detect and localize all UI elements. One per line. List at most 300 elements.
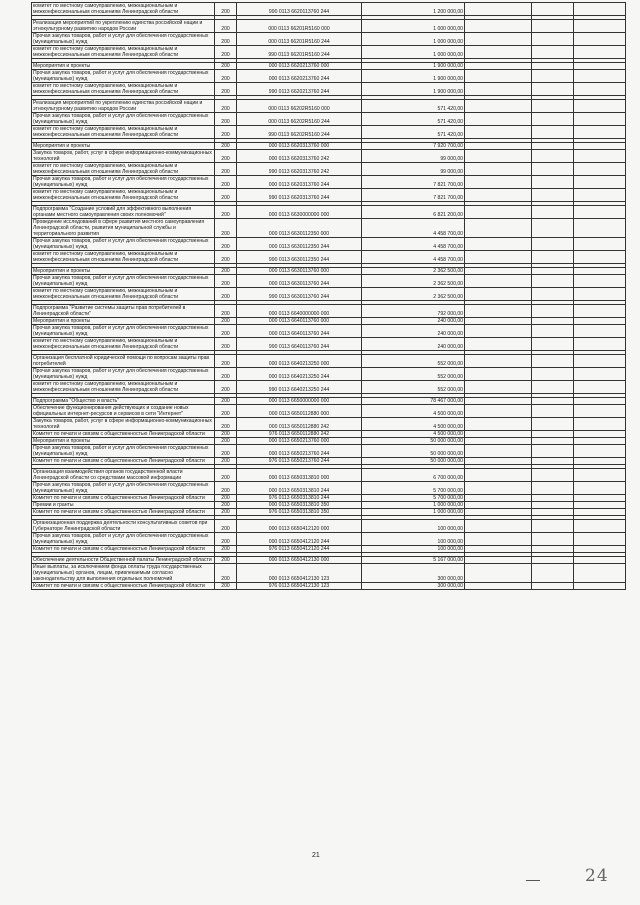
row-kbk: 000 0113 6630112350 244 bbox=[237, 238, 362, 251]
table-row bbox=[32, 143, 626, 150]
row-empty-cell bbox=[465, 288, 532, 301]
row-code: 200 bbox=[215, 288, 237, 301]
row-empty-cell bbox=[574, 557, 626, 564]
row-kbk: 990 0113 6630113760 244 bbox=[237, 288, 362, 301]
row-empty-cell bbox=[532, 355, 574, 368]
row-amount: 2 362 500,00 bbox=[362, 275, 465, 288]
row-kbk: 000 0113 6650112880 242 bbox=[237, 418, 362, 431]
row-name: Мероприятия и проекты bbox=[32, 438, 215, 445]
table-row bbox=[32, 418, 626, 431]
row-empty-cell bbox=[465, 557, 532, 564]
row-empty-cell bbox=[465, 458, 532, 465]
row-empty-cell bbox=[465, 546, 532, 553]
row-name: Прочая закупка товаров, работ и услуг для обеспечения государственных (муниципальных) нужд bbox=[32, 176, 215, 189]
row-amount: 4 500 000,00 bbox=[362, 431, 465, 438]
row-kbk: 000 0113 6640113760 000 bbox=[237, 318, 362, 325]
row-kbk: 000 0113 6650112880 000 bbox=[237, 405, 362, 418]
row-empty-cell bbox=[574, 355, 626, 368]
budget-table bbox=[31, 2, 626, 590]
table-row bbox=[32, 502, 626, 509]
row-empty-cell bbox=[532, 445, 574, 458]
row-empty-cell bbox=[532, 20, 574, 33]
row-code: 200 bbox=[215, 70, 237, 83]
row-empty-cell bbox=[574, 70, 626, 83]
row-code: 200 bbox=[215, 509, 237, 516]
row-code: 200 bbox=[215, 546, 237, 553]
row-code: 200 bbox=[215, 113, 237, 126]
row-kbk: 000 0113 6650213760 000 bbox=[237, 438, 362, 445]
row-code: 200 bbox=[215, 368, 237, 381]
row-amount: 100 000,00 bbox=[362, 533, 465, 546]
row-name: Прочая закупка товаров, работ и услуг для обеспечения государственных (муниципальных) нужд bbox=[32, 33, 215, 46]
row-name: Мероприятия и проекты bbox=[32, 63, 215, 70]
row-amount: 6 700 000,00 bbox=[362, 469, 465, 482]
row-kbk: 000 0113 66202R5160 244 bbox=[237, 113, 362, 126]
table-row bbox=[32, 251, 626, 264]
row-kbk: 000 0113 6630112350 000 bbox=[237, 219, 362, 238]
table-row bbox=[32, 520, 626, 533]
row-name: Прочая закупка товаров, работ и услуг для обеспечения государственных (муниципальных) нужд bbox=[32, 325, 215, 338]
row-name: Прочая закупка товаров, работ и услуг для обеспечения государственных (муниципальных) нужд bbox=[32, 445, 215, 458]
row-code: 200 bbox=[215, 438, 237, 445]
table-row bbox=[32, 113, 626, 126]
row-empty-cell bbox=[465, 251, 532, 264]
row-empty-cell bbox=[532, 113, 574, 126]
row-kbk: 990 0113 6620313760 244 bbox=[237, 189, 362, 202]
row-amount: 7 821 700,00 bbox=[362, 176, 465, 189]
row-empty-cell bbox=[465, 238, 532, 251]
row-empty-cell bbox=[532, 368, 574, 381]
table-row bbox=[32, 163, 626, 176]
row-empty-cell bbox=[465, 305, 532, 318]
row-empty-cell bbox=[465, 495, 532, 502]
table-row bbox=[32, 445, 626, 458]
row-empty-cell bbox=[574, 325, 626, 338]
page-number: 21 bbox=[312, 852, 320, 859]
row-code: 200 bbox=[215, 583, 237, 590]
row-empty-cell bbox=[532, 70, 574, 83]
row-kbk: 976 0113 6650313810 350 bbox=[237, 509, 362, 516]
row-empty-cell bbox=[532, 63, 574, 70]
row-empty-cell bbox=[465, 325, 532, 338]
row-empty-cell bbox=[532, 126, 574, 139]
row-amount: 100 000,00 bbox=[362, 546, 465, 553]
row-empty-cell bbox=[465, 150, 532, 163]
row-kbk: 990 0113 6630112350 244 bbox=[237, 251, 362, 264]
table-row bbox=[32, 20, 626, 33]
row-empty-cell bbox=[465, 520, 532, 533]
row-empty-cell bbox=[465, 405, 532, 418]
row-name: комитет по местному самоуправлению, межнациональным и межконфессиональным отношениям Ленинградской области bbox=[32, 288, 215, 301]
row-code: 200 bbox=[215, 63, 237, 70]
row-empty-cell bbox=[574, 533, 626, 546]
row-empty-cell bbox=[465, 63, 532, 70]
row-kbk: 000 0113 6650412120 000 bbox=[237, 520, 362, 533]
row-empty-cell bbox=[574, 20, 626, 33]
row-code: 200 bbox=[215, 100, 237, 113]
row-empty-cell bbox=[574, 33, 626, 46]
row-amount: 1 900 000,00 bbox=[362, 70, 465, 83]
row-name: Комитет по печати и связям с общественностью Ленинградской области bbox=[32, 431, 215, 438]
table-row bbox=[32, 176, 626, 189]
row-empty-cell bbox=[465, 219, 532, 238]
row-kbk: 000 0113 6650412130 123 bbox=[237, 564, 362, 583]
row-empty-cell bbox=[532, 3, 574, 16]
row-kbk: 000 0113 66201R5160 244 bbox=[237, 33, 362, 46]
row-kbk: 990 0113 6640213250 244 bbox=[237, 381, 362, 394]
row-empty-cell bbox=[532, 438, 574, 445]
row-empty-cell bbox=[532, 46, 574, 59]
table-row bbox=[32, 206, 626, 219]
table-row bbox=[32, 368, 626, 381]
row-name: Подпрограмма "Создание условий для эффективного выполнения органами местного самоуправления своих полномочий" bbox=[32, 206, 215, 219]
row-name: Закупка товаров, работ, услуг в сфере информационно-коммуникационных технологий bbox=[32, 418, 215, 431]
row-code: 200 bbox=[215, 418, 237, 431]
table-row bbox=[32, 482, 626, 495]
table-row bbox=[32, 338, 626, 351]
row-code: 200 bbox=[215, 268, 237, 275]
row-empty-cell bbox=[532, 176, 574, 189]
row-code: 200 bbox=[215, 458, 237, 465]
row-empty-cell bbox=[574, 546, 626, 553]
row-amount: 1 000 000,00 bbox=[362, 502, 465, 509]
row-empty-cell bbox=[465, 533, 532, 546]
row-name: Прочая закупка товаров, работ и услуг для обеспечения государственных (муниципальных) нужд bbox=[32, 275, 215, 288]
row-empty-cell bbox=[532, 583, 574, 590]
row-kbk: 000 0113 6650313810 000 bbox=[237, 469, 362, 482]
row-empty-cell bbox=[532, 418, 574, 431]
row-name: комитет по местному самоуправлению, межнациональным и межконфессиональным отношениям Ленинградской области bbox=[32, 251, 215, 264]
row-empty-cell bbox=[574, 368, 626, 381]
row-name: Закупка товаров, работ, услуг в сфере информационно-коммуникационных технологий bbox=[32, 150, 215, 163]
row-empty-cell bbox=[574, 381, 626, 394]
row-amount: 240 000,00 bbox=[362, 338, 465, 351]
table-row bbox=[32, 495, 626, 502]
row-kbk: 976 0113 6650412120 244 bbox=[237, 546, 362, 553]
row-empty-cell bbox=[532, 143, 574, 150]
row-empty-cell bbox=[574, 458, 626, 465]
row-empty-cell bbox=[465, 469, 532, 482]
row-kbk: 000 0113 66202R5160 000 bbox=[237, 100, 362, 113]
table-row bbox=[32, 557, 626, 564]
row-amount: 5 167 000,00 bbox=[362, 557, 465, 564]
row-amount: 100 000,00 bbox=[362, 520, 465, 533]
row-amount: 7 821 700,00 bbox=[362, 189, 465, 202]
row-name: Реализация мероприятий по укреплению единства российской нации и этнокультурному развитию народов России bbox=[32, 100, 215, 113]
row-empty-cell bbox=[465, 113, 532, 126]
row-empty-cell bbox=[574, 431, 626, 438]
table-row bbox=[32, 126, 626, 139]
row-empty-cell bbox=[465, 583, 532, 590]
row-name: комитет по местному самоуправлению, межнациональным и межконфессиональным отношениям Ленинградской области bbox=[32, 163, 215, 176]
row-kbk: 976 0113 6650112880 242 bbox=[237, 431, 362, 438]
row-name: Мероприятия и проекты bbox=[32, 143, 215, 150]
row-name: комитет по местному самоуправлению, межнациональным и межконфессиональным отношениям Ленинградской области bbox=[32, 126, 215, 139]
row-name: Комитет по печати и связям с общественностью Ленинградской области bbox=[32, 495, 215, 502]
row-code: 200 bbox=[215, 325, 237, 338]
row-empty-cell bbox=[574, 3, 626, 16]
row-amount: 1 000 000,00 bbox=[362, 33, 465, 46]
row-code: 200 bbox=[215, 533, 237, 546]
row-kbk: 000 0113 6640213250 244 bbox=[237, 368, 362, 381]
row-kbk: 990 0113 6620313760 242 bbox=[237, 163, 362, 176]
table-row bbox=[32, 275, 626, 288]
row-empty-cell bbox=[532, 557, 574, 564]
row-empty-cell bbox=[532, 458, 574, 465]
row-empty-cell bbox=[465, 368, 532, 381]
table-row bbox=[32, 431, 626, 438]
row-kbk: 990 0113 6620213760 244 bbox=[237, 83, 362, 96]
row-empty-cell bbox=[574, 206, 626, 219]
row-code: 200 bbox=[215, 502, 237, 509]
row-code: 200 bbox=[215, 338, 237, 351]
row-empty-cell bbox=[574, 150, 626, 163]
row-amount: 6 821 200,00 bbox=[362, 206, 465, 219]
row-name: Организация бесплатной юридической помощи по вопросам защиты прав потребителей bbox=[32, 355, 215, 368]
row-empty-cell bbox=[574, 126, 626, 139]
row-empty-cell bbox=[574, 113, 626, 126]
row-empty-cell bbox=[574, 275, 626, 288]
row-amount: 792 000,00 bbox=[362, 305, 465, 318]
row-amount: 4 500 000,00 bbox=[362, 405, 465, 418]
table-row bbox=[32, 268, 626, 275]
row-name: Проведение исследований в сфере развития местного самоуправления Ленинградской области, развития муниципальной службы и территориального развития bbox=[32, 219, 215, 238]
row-empty-cell bbox=[532, 338, 574, 351]
row-empty-cell bbox=[574, 143, 626, 150]
table-row bbox=[32, 238, 626, 251]
row-code: 200 bbox=[215, 163, 237, 176]
row-amount: 552 000,00 bbox=[362, 368, 465, 381]
row-kbk: 000 0113 6630113760 244 bbox=[237, 275, 362, 288]
row-name: Прочая закупка товаров, работ и услуг для обеспечения государственных (муниципальных) нужд bbox=[32, 70, 215, 83]
handwritten-sheet-number: 24 bbox=[585, 866, 609, 886]
row-amount: 99 000,00 bbox=[362, 150, 465, 163]
row-kbk: 000 0113 6630000000 000 bbox=[237, 206, 362, 219]
row-empty-cell bbox=[532, 275, 574, 288]
table-row bbox=[32, 381, 626, 394]
row-empty-cell bbox=[532, 83, 574, 96]
row-empty-cell bbox=[574, 583, 626, 590]
row-code: 200 bbox=[215, 3, 237, 16]
row-code: 200 bbox=[215, 520, 237, 533]
row-kbk: 000 0113 6650213760 244 bbox=[237, 445, 362, 458]
row-empty-cell bbox=[465, 163, 532, 176]
row-empty-cell bbox=[574, 100, 626, 113]
row-empty-cell bbox=[574, 251, 626, 264]
row-kbk: 000 0113 6620313760 000 bbox=[237, 143, 362, 150]
row-empty-cell bbox=[574, 318, 626, 325]
row-empty-cell bbox=[465, 3, 532, 16]
row-empty-cell bbox=[532, 405, 574, 418]
row-amount: 300 000,00 bbox=[362, 564, 465, 583]
row-code: 200 bbox=[215, 469, 237, 482]
row-empty-cell bbox=[574, 398, 626, 405]
row-empty-cell bbox=[532, 431, 574, 438]
row-code: 200 bbox=[215, 143, 237, 150]
row-kbk: 000 0113 66201R5160 000 bbox=[237, 20, 362, 33]
row-empty-cell bbox=[574, 445, 626, 458]
row-amount: 99 000,00 bbox=[362, 163, 465, 176]
budget-table-body bbox=[32, 3, 626, 590]
row-empty-cell bbox=[574, 268, 626, 275]
row-name: Премии и гранты bbox=[32, 502, 215, 509]
row-amount: 4 458 700,00 bbox=[362, 251, 465, 264]
row-empty-cell bbox=[532, 251, 574, 264]
row-empty-cell bbox=[465, 20, 532, 33]
row-amount: 4 500 000,00 bbox=[362, 418, 465, 431]
row-amount: 50 000 000,00 bbox=[362, 458, 465, 465]
table-row bbox=[32, 318, 626, 325]
row-empty-cell bbox=[532, 564, 574, 583]
row-empty-cell bbox=[532, 469, 574, 482]
row-kbk: 000 0113 6620313760 244 bbox=[237, 176, 362, 189]
row-empty-cell bbox=[465, 445, 532, 458]
row-name: Организация взаимодействия органов государственной власти Ленинградской области со средствами массовой информации bbox=[32, 469, 215, 482]
row-empty-cell bbox=[465, 482, 532, 495]
row-name: комитет по местному самоуправлению, межнациональным и межконфессиональным отношениям Ленинградской области bbox=[32, 189, 215, 202]
table-row bbox=[32, 533, 626, 546]
table-row bbox=[32, 70, 626, 83]
row-name: Прочая закупка товаров, работ и услуг для обеспечения государственных (муниципальных) нужд bbox=[32, 113, 215, 126]
row-empty-cell bbox=[574, 438, 626, 445]
row-empty-cell bbox=[574, 482, 626, 495]
row-name: Организационная поддержка деятельности консультативных советов при Губернаторе Ленинградской области bbox=[32, 520, 215, 533]
row-kbk: 976 0113 6650213760 244 bbox=[237, 458, 362, 465]
row-empty-cell bbox=[465, 100, 532, 113]
row-name: Комитет по печати и связям с общественностью Ленинградской области bbox=[32, 546, 215, 553]
row-amount: 1 000 000,00 bbox=[362, 46, 465, 59]
row-kbk: 000 0113 6650313810 244 bbox=[237, 482, 362, 495]
row-name: Комитет по печати и связям с общественностью Ленинградской области bbox=[32, 583, 215, 590]
row-amount: 7 920 700,00 bbox=[362, 143, 465, 150]
row-empty-cell bbox=[532, 150, 574, 163]
row-amount: 571 420,00 bbox=[362, 100, 465, 113]
row-empty-cell bbox=[465, 33, 532, 46]
row-empty-cell bbox=[465, 143, 532, 150]
row-amount: 1 900 000,00 bbox=[362, 83, 465, 96]
table-row bbox=[32, 405, 626, 418]
row-amount: 552 000,00 bbox=[362, 355, 465, 368]
row-code: 200 bbox=[215, 251, 237, 264]
row-code: 200 bbox=[215, 305, 237, 318]
row-code: 200 bbox=[215, 318, 237, 325]
row-name: комитет по местному самоуправлению, межнациональным и межконфессиональным отношениям Ленинградской области bbox=[32, 83, 215, 96]
row-empty-cell bbox=[574, 469, 626, 482]
row-empty-cell bbox=[532, 509, 574, 516]
table-row bbox=[32, 33, 626, 46]
row-empty-cell bbox=[465, 502, 532, 509]
row-empty-cell bbox=[465, 83, 532, 96]
table-row bbox=[32, 83, 626, 96]
row-empty-cell bbox=[532, 546, 574, 553]
row-name: Прочая закупка товаров, работ и услуг для обеспечения государственных (муниципальных) нужд bbox=[32, 368, 215, 381]
table-row bbox=[32, 219, 626, 238]
row-code: 200 bbox=[215, 275, 237, 288]
row-name: Прочая закупка товаров, работ и услуг для обеспечения государственных (муниципальных) нужд bbox=[32, 238, 215, 251]
row-amount: 571 420,00 bbox=[362, 113, 465, 126]
table-row bbox=[32, 398, 626, 405]
row-amount: 240 000,00 bbox=[362, 318, 465, 325]
row-code: 200 bbox=[215, 355, 237, 368]
row-kbk: 990 0113 66202R5160 244 bbox=[237, 126, 362, 139]
row-empty-cell bbox=[532, 502, 574, 509]
row-kbk: 000 0113 6650412130 000 bbox=[237, 557, 362, 564]
row-kbk: 000 0113 6620213760 000 bbox=[237, 63, 362, 70]
row-empty-cell bbox=[465, 70, 532, 83]
row-code: 200 bbox=[215, 495, 237, 502]
row-empty-cell bbox=[574, 189, 626, 202]
row-code: 200 bbox=[215, 405, 237, 418]
row-empty-cell bbox=[532, 533, 574, 546]
row-empty-cell bbox=[574, 46, 626, 59]
row-amount: 50 000 000,00 bbox=[362, 438, 465, 445]
row-empty-cell bbox=[465, 438, 532, 445]
row-kbk: 000 0113 6640213250 000 bbox=[237, 355, 362, 368]
row-empty-cell bbox=[574, 305, 626, 318]
row-amount: 50 000 000,00 bbox=[362, 445, 465, 458]
row-empty-cell bbox=[574, 338, 626, 351]
row-empty-cell bbox=[574, 288, 626, 301]
row-name: Обеспечение деятельности Общественной палаты Ленинградской области bbox=[32, 557, 215, 564]
row-amount: 78 467 000,00 bbox=[362, 398, 465, 405]
row-name: Подпрограмма "Развитие системы защиты прав потребителей в Ленинградской области" bbox=[32, 305, 215, 318]
row-amount: 571 420,00 bbox=[362, 126, 465, 139]
row-empty-cell bbox=[574, 163, 626, 176]
row-empty-cell bbox=[465, 318, 532, 325]
table-row bbox=[32, 288, 626, 301]
table-row bbox=[32, 458, 626, 465]
row-name: Комитет по печати и связям с общественностью Ленинградской области bbox=[32, 458, 215, 465]
row-empty-cell bbox=[574, 176, 626, 189]
row-code: 200 bbox=[215, 398, 237, 405]
row-amount: 2 362 500,00 bbox=[362, 268, 465, 275]
row-code: 200 bbox=[215, 206, 237, 219]
row-code: 200 bbox=[215, 33, 237, 46]
row-empty-cell bbox=[465, 398, 532, 405]
row-name: Реализация мероприятий по укреплению единства российской нации и этнокультурному развитию народов России bbox=[32, 20, 215, 33]
table-row bbox=[32, 46, 626, 59]
row-kbk: 000 0113 6650000000 000 bbox=[237, 398, 362, 405]
row-empty-cell bbox=[532, 189, 574, 202]
row-code: 200 bbox=[215, 238, 237, 251]
row-amount: 552 000,00 bbox=[362, 381, 465, 394]
table-row bbox=[32, 583, 626, 590]
row-empty-cell bbox=[532, 318, 574, 325]
row-empty-cell bbox=[465, 126, 532, 139]
row-empty-cell bbox=[532, 482, 574, 495]
row-amount: 5 700 000,00 bbox=[362, 495, 465, 502]
row-empty-cell bbox=[465, 431, 532, 438]
row-code: 200 bbox=[215, 431, 237, 438]
row-name: комитет по местному самоуправлению, межнациональным и межконфессиональным отношениям Ленинградской области bbox=[32, 3, 215, 16]
row-empty-cell bbox=[532, 238, 574, 251]
row-empty-cell bbox=[532, 288, 574, 301]
table-row bbox=[32, 100, 626, 113]
row-kbk: 000 0113 6630113760 000 bbox=[237, 268, 362, 275]
row-kbk: 976 0113 6650313810 244 bbox=[237, 495, 362, 502]
row-empty-cell bbox=[465, 206, 532, 219]
row-name: Иные выплаты, за исключением фонда оплаты труда государственных (муниципальных) органов, лицам, привлекаемым согласно законодательству для выполнения отдельных полномочий bbox=[32, 564, 215, 583]
row-amount: 1 000 000,00 bbox=[362, 20, 465, 33]
table-row bbox=[32, 355, 626, 368]
row-name: Прочая закупка товаров, работ и услуг для обеспечения государственных (муниципальных) нужд bbox=[32, 482, 215, 495]
row-empty-cell bbox=[574, 509, 626, 516]
row-amount: 1 200 000,00 bbox=[362, 3, 465, 16]
row-name: Мероприятия и проекты bbox=[32, 268, 215, 275]
row-amount: 2 362 500,00 bbox=[362, 288, 465, 301]
row-kbk: 000 0113 6650412120 244 bbox=[237, 533, 362, 546]
row-amount: 4 458 700,00 bbox=[362, 219, 465, 238]
